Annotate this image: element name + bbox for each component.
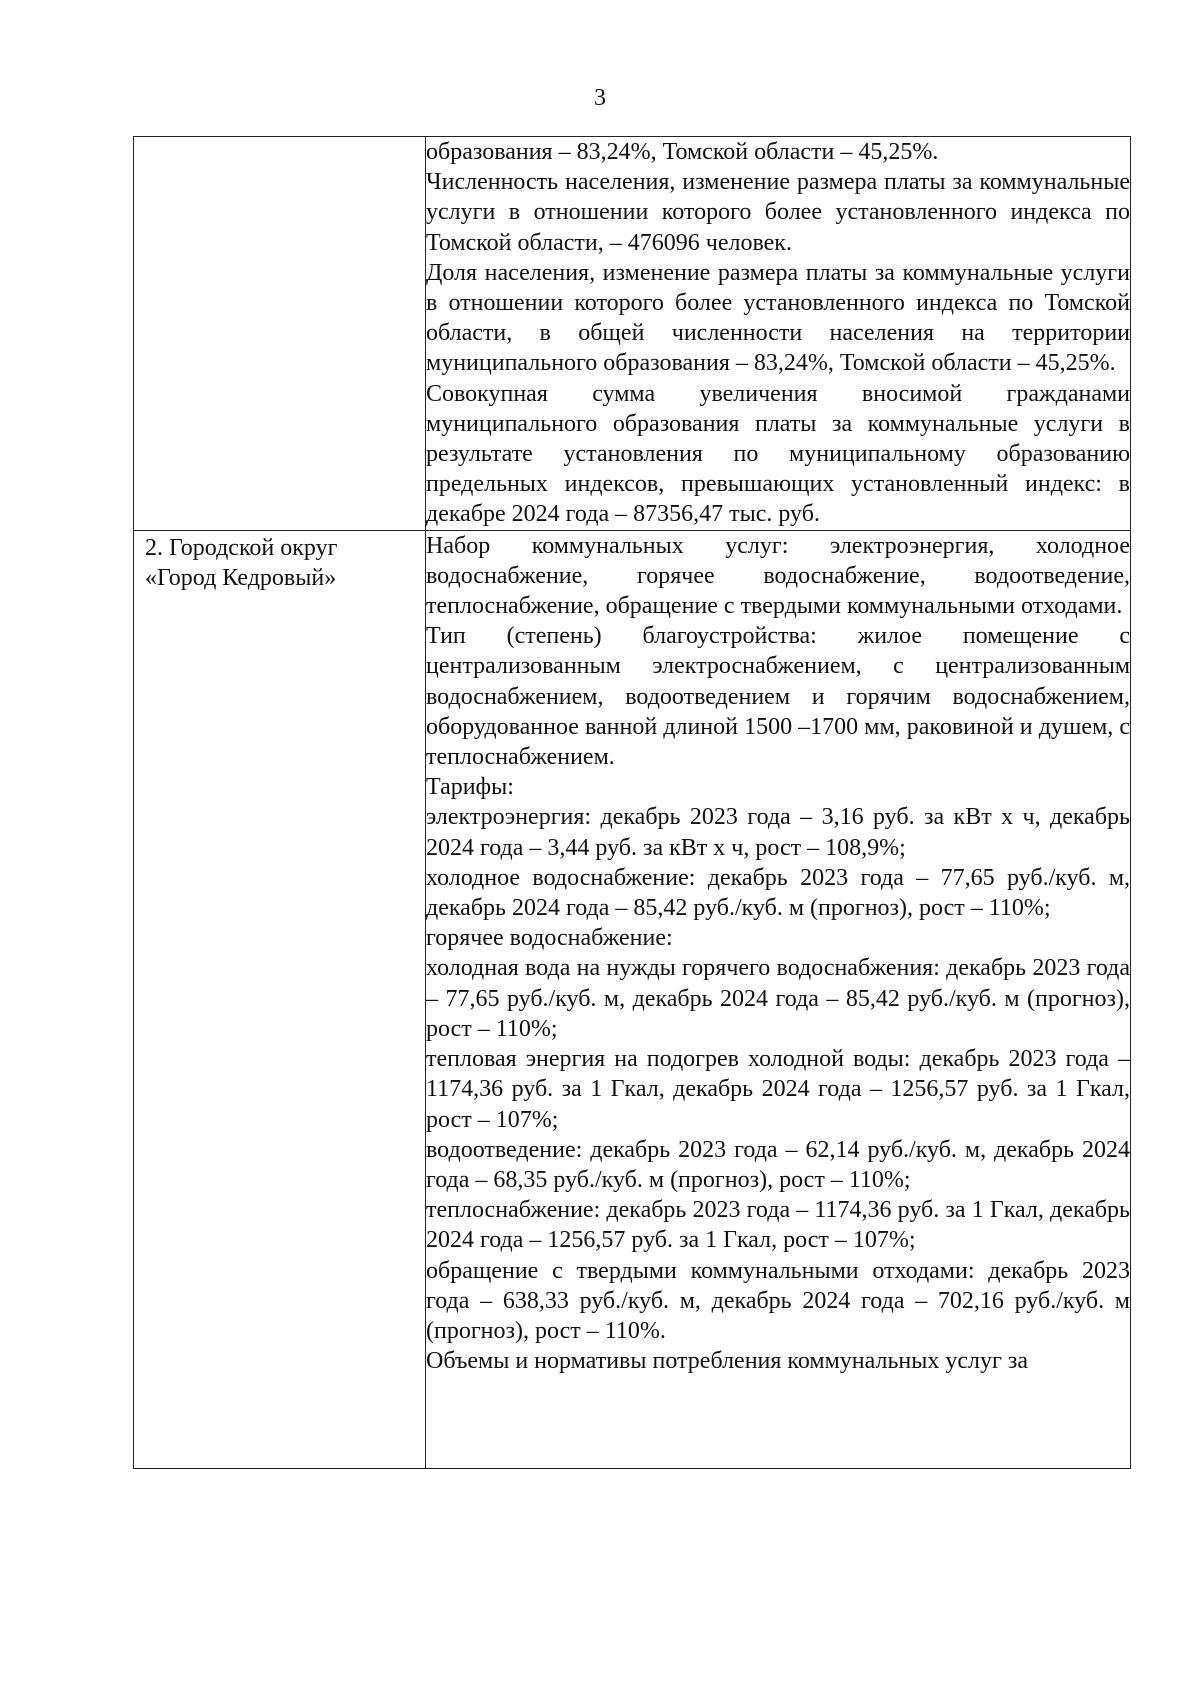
paragraph-consumption-volumes: Объемы и нормативы потребления коммунальных услуг за [426,1348,1028,1375]
paragraph-population-count: Численность населения, изменение размера платы за коммунальные услуги в отношении которого более установленного индекса по Томской области, – 476096 человек. [426,169,1130,256]
paragraph-hot-water-heading: горячее водоснабжение: [426,925,673,952]
document-table [133,136,1131,1469]
paragraph-tariff-cold-water: холодное водоснабжение: декабрь 2023 года – 77,65 руб./куб. м, декабрь 2024 года – 85,42 руб./куб. м (прогноз), рост – 110%; [426,864,1130,922]
paragraph-population-share: Доля населения, изменение размера платы за коммунальные услуги в отношении которого более установленного индекса по Томской области, в общей численности населения на территории муниципального образования – 83,24%, Томской области – 45,25%. [426,259,1130,377]
municipality-name-line-2: «Город Кедровый» [145,564,337,591]
paragraph-tariffs-heading: Тарифы: [426,774,514,801]
paragraph-tariff-cold-water-for-hot: холодная вода на нужды горячего водоснабжения: декабрь 2023 года – 77,65 руб./куб. м, декабрь 2024 года – 85,42 руб./куб. м (прогноз), рост – 110%; [426,955,1130,1042]
paragraph-population-share-continued: образования – 83,24%, Томской области – 45,25%. [426,139,939,165]
page-number: 3 [594,85,606,111]
paragraph-tariff-waste: обращение с твердыми коммунальными отходами: декабрь 2023 года – 638,33 руб./куб. м, декабрь 2024 года – 702,16 руб./куб. м (прогноз), рост – 110%. [426,1257,1130,1344]
municipality-cell [134,530,426,1468]
paragraph-tariff-heat-for-water: тепловая энергия на подогрев холодной воды: декабрь 2023 года – 1174,36 руб. за 1 Гкал, декабрь 2024 года – 1256,57 руб. за 1 Гкал, рост – 107%; [426,1046,1130,1133]
municipality-name-line-1: 2. Городской округ [145,534,338,561]
paragraph-services-set: Набор коммунальных услуг: электроэнергия, холодное водоснабжение, горячее водоснабжение, водоотведение, теплоснабжение, обращение с твердыми коммунальными отходами. [426,532,1130,620]
description-cell [426,530,1131,1468]
paragraph-tariff-heating: теплоснабжение: декабрь 2023 года – 1174,36 руб. за 1 Гкал, декабрь 2024 года – 1256,57 руб. за 1 Гкал, рост – 107%; [426,1197,1130,1254]
table-row [134,137,1131,531]
description-cell [426,137,1131,531]
paragraph-total-increase: Совокупная сумма увеличения вносимой гражданами муниципального образования платы за коммунальные услуги в результате установления по муниципальному образованию предельных индексов, превышающих установленный индекс: в декабре 2024 года – 87356,47 тыс. руб. [426,380,1130,528]
table-row [134,530,1131,1468]
municipality-name [134,531,425,593]
municipality-cell [134,137,426,531]
paragraph-tariff-electricity: электроэнергия: декабрь 2023 года – 3,16 руб. за кВт х ч, декабрь 2024 года – 3,44 руб. за кВт х ч, рост – 108,9%; [426,804,1130,861]
paragraph-amenity-type: Тип (степень) благоустройства: жилое помещение с централизованным электроснабжением, с централизованным водоснабжением, водоотведением и горячим водоснабжением, оборудованное ванной длиной 1500 –1700 мм, раковиной и душем, с теплоснабжением. [426,623,1130,771]
municipality-name [134,137,425,139]
paragraph-tariff-sewerage: водоотведение: декабрь 2023 года – 62,14 руб./куб. м, декабрь 2024 года – 68,35 руб./куб. м (прогноз), рост – 110%; [426,1136,1130,1193]
